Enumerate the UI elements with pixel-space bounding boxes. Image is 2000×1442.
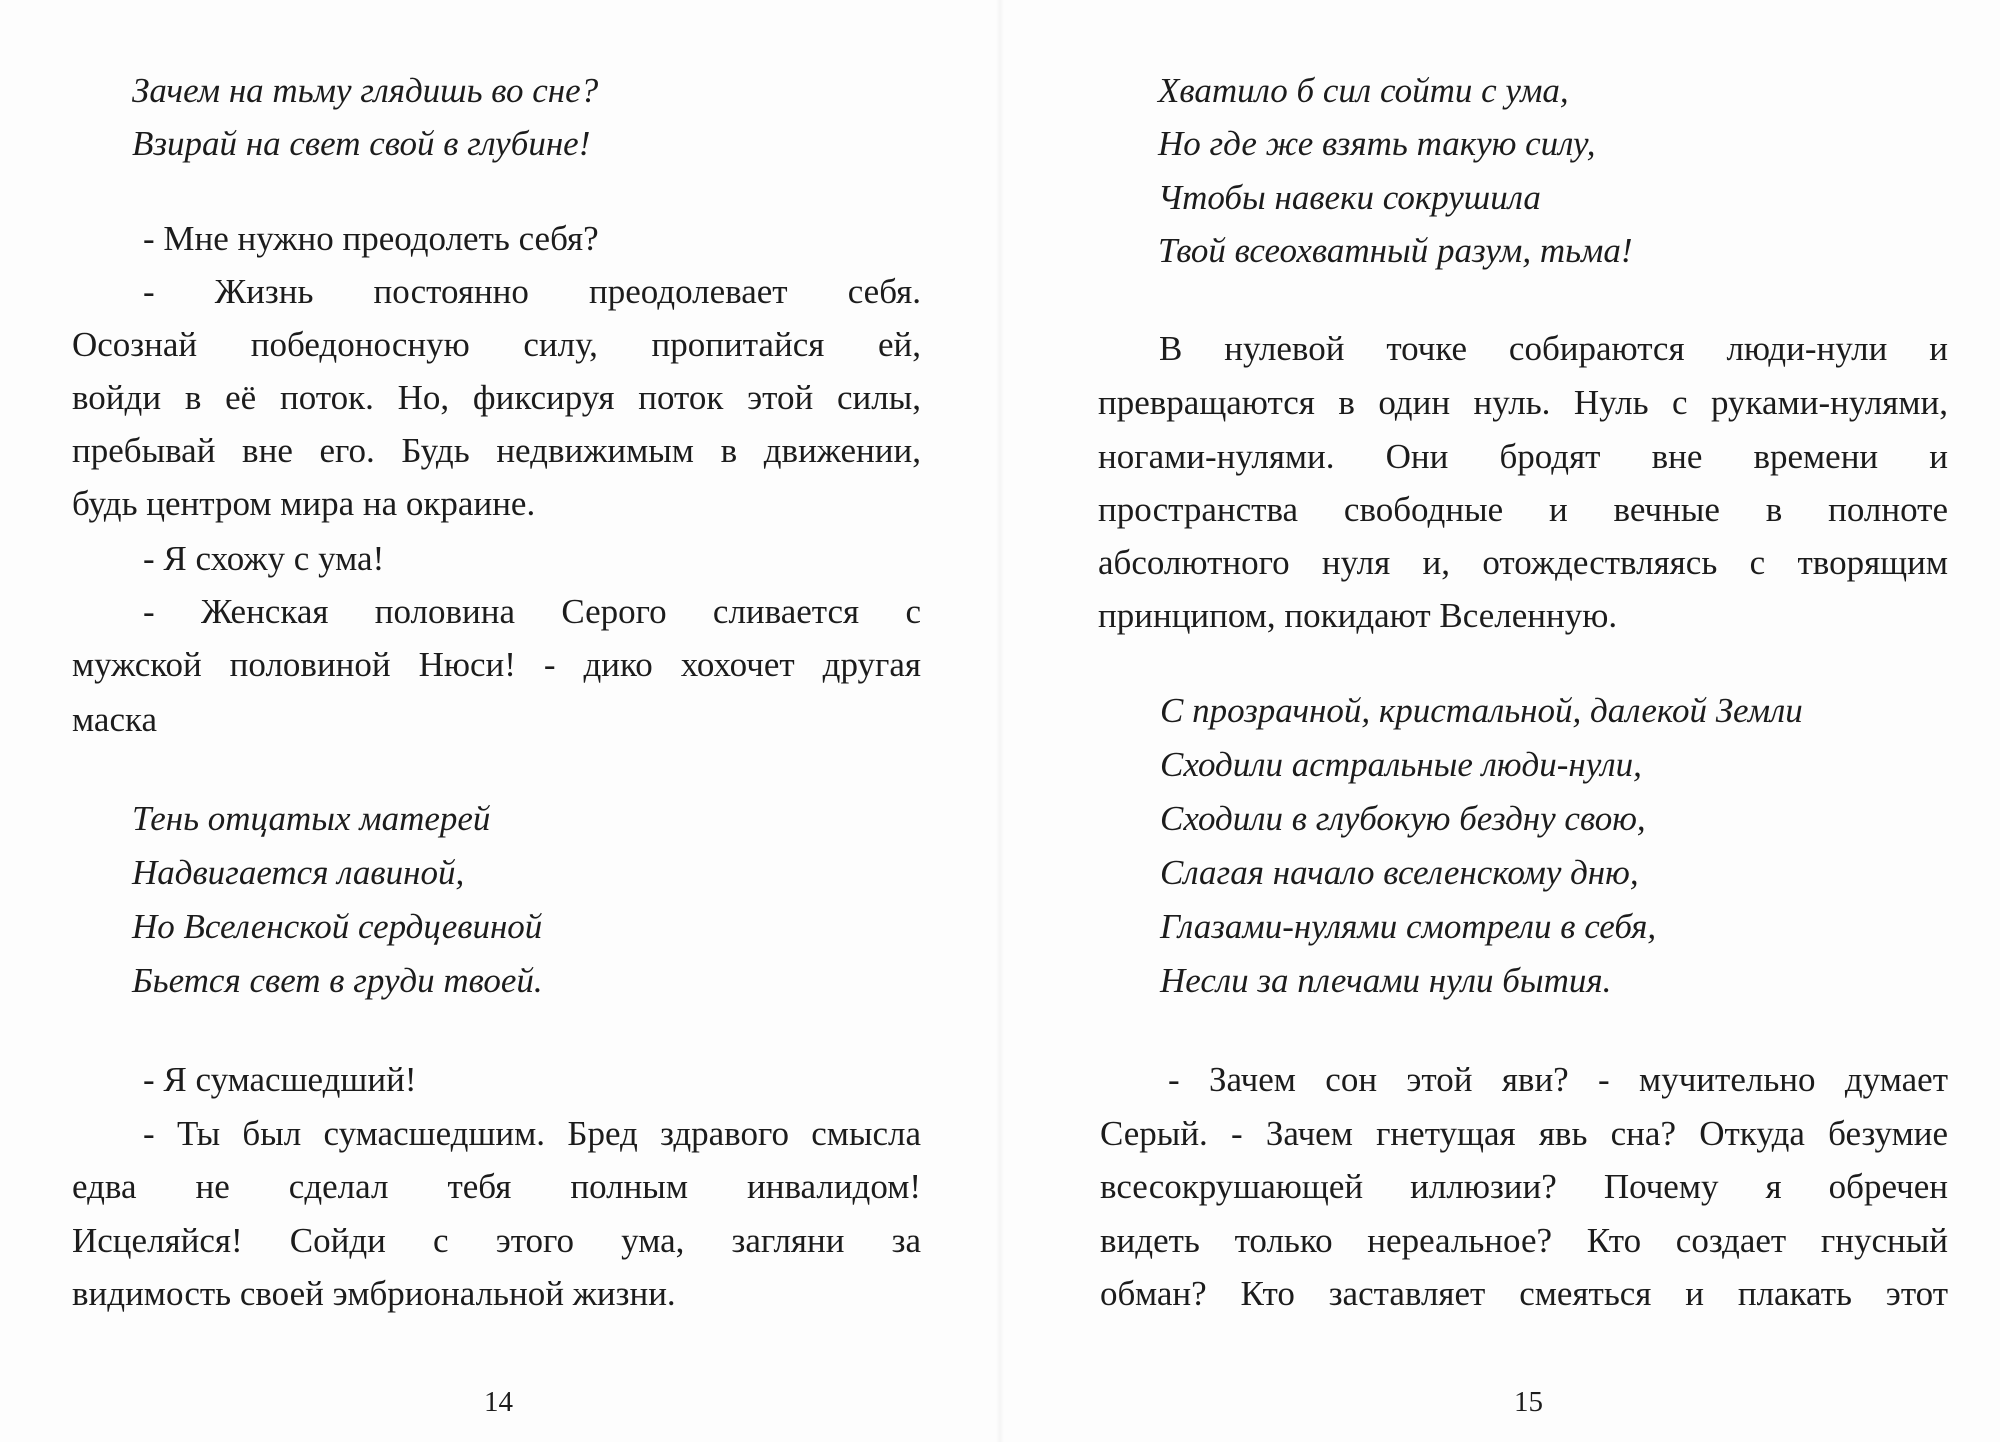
prose-line: всесокрушающей иллюзии? Почему я обречен <box>1100 1167 1948 1206</box>
prose-line: Серый. - Зачем гнетущая явь сна? Откуда безумие <box>1100 1114 1948 1153</box>
verse-line: Несли за плечами нули бытия. <box>1160 961 1612 1000</box>
page-number: 15 <box>1514 1386 1543 1418</box>
dialogue-line: - Зачем сон этой яви? - мучительно думает <box>1168 1060 1948 1099</box>
prose-line: Осознай победоносную силу, пропитайся ей, <box>72 325 921 364</box>
prose-line: едва не сделал тебя полным инвалидом! <box>72 1167 921 1206</box>
prose-line: пребывай вне его. Будь недвижимым в движении, <box>72 431 921 470</box>
verse-line: Зачем на тьму глядишь во сне? <box>132 71 599 110</box>
verse-line: Твой всеохватный разум, тьма! <box>1158 231 1633 270</box>
verse-line: Сходили астральные люди-нули, <box>1160 745 1642 784</box>
prose-line: ногами-нулями. Они бродят вне времени и <box>1098 437 1948 476</box>
verse-line: Тень отцатых матерей <box>132 799 491 838</box>
page-number: 14 <box>484 1386 513 1418</box>
verse-line: Но где же взять такую силу, <box>1158 124 1596 163</box>
verse-line: Слагая начало вселенскому дню, <box>1160 853 1639 892</box>
prose-line: принципом, покидают Вселенную. <box>1098 596 1618 635</box>
right-page <box>1000 0 2000 1442</box>
prose-line: обман? Кто заставляет смеяться и плакать этот <box>1100 1274 1948 1313</box>
verse-line: Надвигается лавиной, <box>132 853 465 892</box>
prose-line: мужской половиной Нюси! - дико хохочет другая <box>72 645 921 684</box>
prose-line: видеть только нереальное? Кто создает гнусный <box>1100 1221 1948 1260</box>
prose-line: В нулевой точке собираются люди-нули и <box>1159 329 1948 368</box>
verse-line: Но Вселенской сердцевиной <box>132 907 543 946</box>
dialogue-line: - Мне нужно преодолеть себя? <box>143 219 599 258</box>
verse-line: Чтобы навеки сокрушила <box>1158 178 1541 217</box>
prose-line: пространства свободные и вечные в полноте <box>1098 490 1948 529</box>
verse-line: Глазами-нулями смотрели в себя, <box>1160 907 1657 946</box>
dialogue-line: - Жизнь постоянно преодолевает себя. <box>143 272 921 311</box>
dialogue-line: - Ты был сумасшедшим. Бред здравого смысла <box>143 1114 921 1153</box>
verse-line: Сходили в глубокую бездну свою, <box>1160 799 1646 838</box>
verse-line: Бьется свет в груди твоей. <box>132 961 543 1000</box>
verse-line: Хватило б сил сойти с ума, <box>1158 71 1569 110</box>
dialogue-line: - Я схожу с ума! <box>143 539 385 578</box>
dialogue-line: - Женская половина Серого сливается с <box>143 592 921 631</box>
verse-line: Взирай на свет свой в глубине! <box>132 124 591 163</box>
prose-line: Исцеляйся! Сойди с этого ума, загляни за <box>72 1221 921 1260</box>
verse-line: С прозрачной, кристальной, далекой Земли <box>1160 691 1803 730</box>
prose-line: будь центром мира на окраине. <box>72 484 536 523</box>
prose-line: превращаются в один нуль. Нуль с руками-нулями, <box>1098 383 1948 422</box>
dialogue-line: - Я сумасшедший! <box>143 1060 417 1099</box>
prose-line: войди в её поток. Но, фиксируя поток этой силы, <box>72 378 921 417</box>
prose-line: абсолютного нуля и, отождествляясь с творящим <box>1098 543 1948 582</box>
prose-line: маска <box>72 700 157 739</box>
prose-line: видимость своей эмбриональной жизни. <box>72 1274 676 1313</box>
